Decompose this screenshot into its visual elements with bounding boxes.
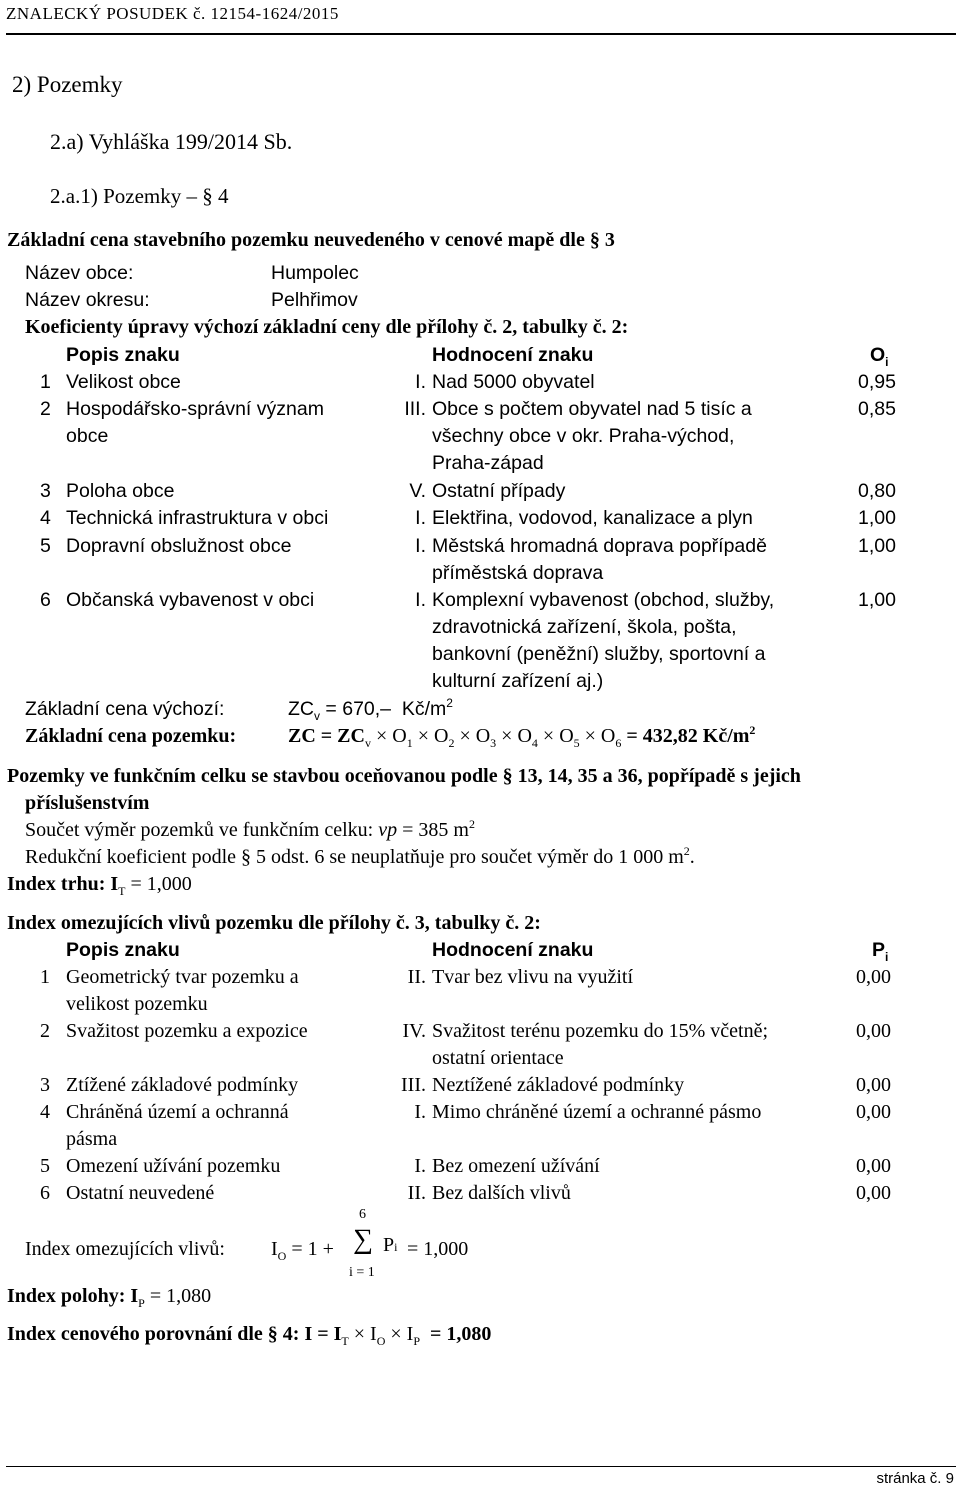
table1-row-popis: Občanská vybavenost v obci — [66, 589, 315, 611]
table1-row-roman: I. — [415, 371, 426, 393]
zcv-amount: = 670,– — [325, 698, 392, 720]
table1-row-value: 1,00 — [858, 507, 896, 529]
table2-row-roman: III. — [401, 1074, 426, 1096]
table1-row-popis: Hospodářsko-správní význam — [66, 398, 324, 420]
o-symbol: O — [600, 725, 616, 747]
soucet-vymer — [25, 819, 475, 842]
o-sub: 4 — [531, 736, 538, 750]
table1-row-hodnoceni-cont: Praha-západ — [432, 452, 544, 474]
zc-vychozi-label: Základní cena výchozí: — [25, 698, 225, 720]
paragraph-sign-icon: § — [502, 765, 513, 787]
o-symbol: O — [559, 725, 574, 747]
table1-row-value: 1,00 — [858, 535, 896, 557]
table1-row-value: 0,80 — [858, 480, 896, 502]
table1-row-hodnoceni-cont: zdravotnická zařízení, škola, pošta, — [432, 616, 737, 638]
sum-lower-limit: i = 1 — [349, 1265, 375, 1280]
times-icon: × — [459, 725, 471, 747]
index-trhu — [7, 873, 192, 896]
table2-row-hodnoceni: Tvar bez vlivu na využití — [432, 966, 634, 988]
base-price-title-text: Základní cena stavebního pozemku neuvedeného v cenové mapě dle — [7, 229, 585, 251]
index-polohy-label: Index polohy: I — [7, 1285, 139, 1307]
subsubsection-heading-num: 4 — [217, 184, 229, 208]
porovnani-i: I — [406, 1323, 414, 1345]
table2-col-p — [872, 939, 888, 962]
omez-formula-value: = 1,000 — [407, 1238, 469, 1260]
table1-row-num: 1 — [40, 371, 51, 393]
io-letter: I — [271, 1238, 278, 1260]
table1-row-hodnoceni: Nad 5000 obyvatel — [432, 371, 595, 393]
paragraph-sign-icon: § — [267, 1323, 278, 1345]
zc-formula-start: ZC = ZC — [288, 725, 365, 747]
soucet-unit-sup: 2 — [468, 817, 475, 831]
index-trhu-label: Index trhu: I — [7, 873, 119, 895]
table2-row-popis: Chráněná území a ochranná — [66, 1101, 289, 1123]
porovnani-sub-o: O — [376, 1334, 386, 1348]
io-eq: = 1 + — [291, 1238, 334, 1260]
o-sub: 6 — [615, 736, 622, 750]
table1-row-num: 2 — [40, 398, 51, 420]
table2-col-p-sub: i — [885, 950, 889, 964]
table1-col-popis: Popis znaku — [66, 344, 180, 366]
o-symbol: O — [475, 725, 491, 747]
zc-formula-sub-v: v — [364, 736, 371, 750]
zc-result-sup: 2 — [749, 723, 756, 737]
table2-row-value: 0,00 — [856, 1020, 891, 1042]
times-icon: × — [501, 725, 513, 747]
okres-label: Název okresu: — [25, 289, 150, 311]
table2-row-num: 3 — [40, 1074, 50, 1096]
table1-row-hodnoceni-cont: bankovní (peněžní) služby, sportovní a — [432, 643, 766, 665]
times-icon: × — [353, 1323, 366, 1345]
table1-row-roman: V. — [409, 480, 426, 502]
table2-col-hodnoceni: Hodnocení znaku — [432, 939, 594, 961]
zc-vychozi-value — [288, 698, 453, 721]
vp-symbol: vp — [378, 819, 398, 841]
table2-row-value: 0,00 — [856, 1155, 891, 1177]
table1-row-num: 6 — [40, 589, 51, 611]
o-sub: 5 — [573, 736, 580, 750]
footer-divider — [6, 1466, 956, 1467]
base-price-title — [7, 229, 615, 252]
table2-row-hodnoceni: Bez omezení užívání — [432, 1155, 600, 1177]
redukcni-text-b: 5 odst. 6 se neuplatňuje pro součet výměr do 1 000 m — [256, 846, 684, 868]
table1-row-hodnoceni-cont: kulturní zařízení aj.) — [432, 670, 604, 692]
index-trhu-sub: T — [118, 884, 126, 898]
table2-row-roman: II. — [407, 1182, 426, 1204]
porovnani-sub-t: T — [341, 1334, 349, 1348]
section-heading: 2) Pozemky — [12, 72, 123, 97]
funkcni-celek-title — [7, 765, 801, 788]
table1-row-hodnoceni: Obce s počtem obyvatel nad 5 tisíc a — [432, 398, 752, 420]
koef-title: Koeficienty úpravy výchozí základní ceny dle přílohy č. 2, tabulky č. 2: — [25, 316, 629, 338]
porovnani-sub-p: P — [413, 1334, 421, 1348]
index-porovnani — [7, 1323, 491, 1346]
porovnani-label-a: Index cenového porovnání dle — [7, 1323, 263, 1345]
paragraph-sign-icon: § — [241, 846, 252, 868]
table2-row-value: 0,00 — [856, 1074, 891, 1096]
table1-row-hodnoceni-cont: příměstská doprava — [432, 562, 604, 584]
table1-row-roman: I. — [415, 507, 426, 529]
index-polohy-value: = 1,080 — [149, 1285, 212, 1307]
table2-col-popis: Popis znaku — [66, 939, 180, 961]
table1-row-popis: Technická infrastruktura v obci — [66, 507, 329, 529]
table2-row-popis-cont: velikost pozemku — [66, 993, 208, 1015]
table2-row-num: 6 — [40, 1182, 50, 1204]
table2-row-value: 0,00 — [856, 966, 891, 988]
zc-pozemku-label: Základní cena pozemku: — [25, 725, 237, 747]
paragraph-sign-icon: § — [589, 229, 600, 251]
times-icon: × — [375, 725, 388, 747]
o-symbol: O — [392, 725, 407, 747]
table1-row-hodnoceni: Komplexní vybavenost (obchod, služby, — [432, 589, 775, 611]
sigma-icon: ∑ — [353, 1224, 373, 1255]
paragraph-sign-icon: § — [202, 184, 213, 208]
zc-pozemku-formula — [288, 725, 755, 748]
porovnani-label-b: 4: I = I — [282, 1323, 342, 1345]
table1-col-o-letter: O — [870, 344, 886, 366]
subsection-heading: 2.a) Vyhláška 199/2014 Sb. — [50, 129, 293, 154]
o-symbol: O — [433, 725, 449, 747]
subsubsection-heading-text: 2.a.1) Pozemky – — [50, 184, 197, 208]
table2-row-roman: IV. — [402, 1020, 426, 1042]
o-sub: 3 — [490, 736, 497, 750]
funkcni-celek-title-cont: příslušenstvím — [25, 792, 150, 814]
table2-row-popis-cont: pásma — [66, 1128, 118, 1150]
table1-col-o-sub: i — [885, 355, 889, 369]
document-header-title: ZNALECKÝ POSUDEK č. 12154-1624/2015 — [6, 4, 339, 23]
table2-row-hodnoceni: Bez dalších vlivů — [432, 1182, 571, 1204]
pi-term — [383, 1234, 397, 1257]
pi-sub: i — [394, 1240, 398, 1254]
subsubsection-heading — [50, 184, 228, 209]
redukcni-unit-sup: 2 — [683, 844, 690, 858]
table1-row-roman: I. — [415, 589, 426, 611]
header-divider — [6, 33, 956, 35]
table2-row-popis: Ostatní neuvedené — [66, 1182, 215, 1204]
table2-row-roman: I. — [414, 1155, 426, 1177]
table2-row-roman: I. — [414, 1101, 426, 1123]
o-sub: 1 — [406, 736, 413, 750]
table2-row-num: 5 — [40, 1155, 50, 1177]
table1-row-popis-cont: obce — [66, 425, 109, 447]
table2-row-value: 0,00 — [856, 1182, 891, 1204]
table2-col-p-letter: P — [872, 939, 886, 961]
table1-row-value: 1,00 — [858, 589, 896, 611]
obec-label: Název obce: — [25, 262, 134, 284]
table1-row-hodnoceni: Městská hromadná doprava popřípadě — [432, 535, 767, 557]
redukcni-koeficient — [25, 846, 695, 869]
table2-row-hodnoceni: Neztížené základové podmínky — [432, 1074, 685, 1096]
table1-row-popis: Dopravní obslužnost obce — [66, 535, 292, 557]
table2-row-popis: Ztížené základové podmínky — [66, 1074, 299, 1096]
table2-row-popis: Geometrický tvar pozemku a — [66, 966, 299, 988]
omez-title: Index omezujících vlivů pozemku dle přílohy č. 3, tabulky č. 2: — [7, 912, 541, 934]
table1-row-value: 0,85 — [858, 398, 896, 420]
table1-row-num: 5 — [40, 535, 51, 557]
table1-col-o — [870, 344, 889, 367]
index-trhu-value: = 1,000 — [130, 873, 192, 895]
zcv-unit-sup: 2 — [446, 696, 453, 710]
table1-row-value: 0,95 — [858, 371, 896, 393]
table2-row-hodnoceni: Svažitost terénu pozemku do 15% včetně; — [432, 1020, 769, 1042]
times-icon: × — [390, 1323, 402, 1345]
table2-row-value: 0,00 — [856, 1101, 891, 1123]
soucet-value: = 385 m — [402, 819, 469, 841]
io-sub: O — [277, 1249, 287, 1263]
times-icon: × — [542, 725, 555, 747]
table1-row-num: 3 — [40, 480, 51, 502]
table1-row-roman: III. — [404, 398, 426, 420]
porovnani-value: = 1,080 — [430, 1323, 492, 1345]
pi-letter: P — [383, 1234, 395, 1256]
zc-result: = 432,82 Kč/m — [626, 725, 750, 747]
times-icon: × — [584, 725, 596, 747]
base-price-title-num: 3 — [604, 229, 615, 251]
redukcni-text-c: . — [689, 846, 695, 868]
table1-row-hodnoceni-cont: všechny obce v okr. Praha-východ, — [432, 425, 735, 447]
o-sub: 2 — [448, 736, 455, 750]
funkcni-line1-b: 13, 14, 35 a 36, popřípadě s jejich — [517, 765, 801, 787]
sum-upper-limit: 6 — [359, 1207, 366, 1222]
redukcni-text-a: Redukční koeficient podle — [25, 846, 237, 868]
table1-row-num: 4 — [40, 507, 51, 529]
funkcni-line1-a: Pozemky ve funkčním celku se stavbou oceňovanou podle — [7, 765, 498, 787]
index-polohy-sub: P — [138, 1296, 145, 1310]
table2-row-num: 2 — [40, 1020, 50, 1042]
table1-row-hodnoceni: Elektřina, vodovod, kanalizace a plyn — [432, 507, 753, 529]
porovnani-i: I — [370, 1323, 377, 1345]
times-icon: × — [417, 725, 429, 747]
o-symbol: O — [517, 725, 532, 747]
table1-row-popis: Poloha obce — [66, 480, 175, 502]
table2-row-hodnoceni: Mimo chráněné území a ochranné pásmo — [432, 1101, 762, 1123]
table1-col-hodnoceni: Hodnocení znaku — [432, 344, 594, 366]
table2-row-num: 4 — [40, 1101, 50, 1123]
table2-row-num: 1 — [40, 966, 50, 988]
table1-row-roman: I. — [415, 535, 426, 557]
zcv-unit: Kč/m — [401, 698, 447, 720]
io-symbol — [271, 1238, 334, 1261]
table2-row-popis: Svažitost pozemku a expozice — [66, 1020, 308, 1042]
zcv-symbol: ZC — [288, 698, 314, 720]
table2-row-popis: Omezení užívání pozemku — [66, 1155, 281, 1177]
table2-row-hodnoceni-cont: ostatní orientace — [432, 1047, 564, 1069]
soucet-label: Součet výměr pozemků ve funkčním celku: — [25, 819, 374, 841]
okres-value: Pelhřimov — [271, 289, 358, 311]
index-polohy — [7, 1285, 211, 1308]
zcv-sub: v — [314, 709, 320, 723]
omez-formula-label: Index omezujících vlivů: — [25, 1238, 225, 1260]
page-number: stránka č. 9 — [876, 1470, 954, 1487]
table1-row-popis: Velikost obce — [66, 371, 181, 393]
obec-value: Humpolec — [271, 262, 359, 284]
table1-row-hodnoceni: Ostatní případy — [432, 480, 566, 502]
table2-row-roman: II. — [407, 966, 426, 988]
